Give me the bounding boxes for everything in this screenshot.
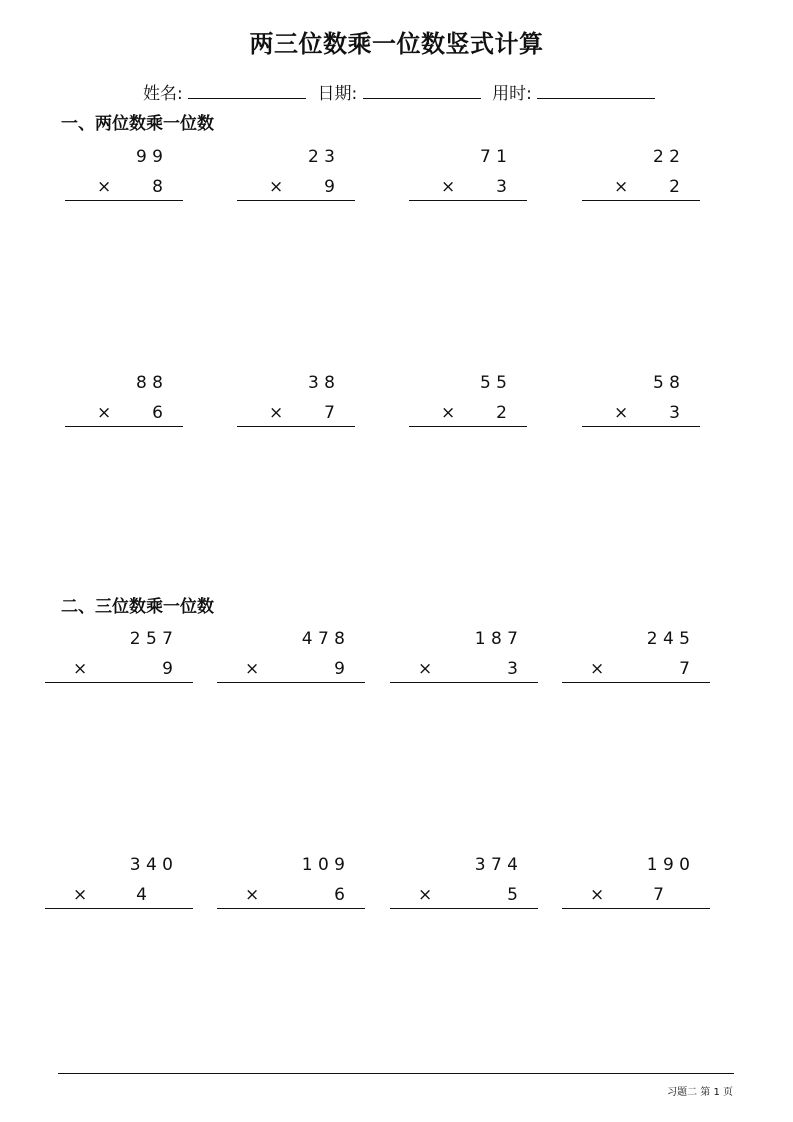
times-sign: × <box>418 885 433 905</box>
multiplier: 9 <box>334 659 345 679</box>
times-sign: × <box>73 659 88 679</box>
multiplicand: 8 8 <box>135 373 163 393</box>
multiplier: 3 <box>496 177 507 197</box>
multiplier: 3 <box>507 659 518 679</box>
multiplicand: 4 7 8 <box>301 629 345 649</box>
times-sign: × <box>614 177 629 197</box>
times-sign: × <box>269 177 284 197</box>
footer-divider <box>58 1073 734 1074</box>
multiplicand: 1 0 9 <box>301 855 345 875</box>
time-label: 用时: <box>492 84 532 104</box>
multiplier: 7 <box>324 403 335 423</box>
date-label: 日期: <box>317 84 358 104</box>
multiplier: 8 <box>152 177 163 197</box>
date-field[interactable] <box>363 84 481 99</box>
page-title: 两三位数乘一位数竖式计算 <box>249 30 544 58</box>
multiplier: 7 <box>653 885 664 905</box>
multiplier: 6 <box>334 885 345 905</box>
times-sign: × <box>269 403 284 423</box>
multiplier: 9 <box>324 177 335 197</box>
section-heading-2: 二、三位数乘一位数 <box>61 597 214 617</box>
info-line <box>143 79 661 104</box>
times-sign: × <box>73 885 88 905</box>
multiplier: 2 <box>496 403 507 423</box>
multiplicand: 2 4 5 <box>646 629 690 649</box>
times-sign: × <box>245 885 260 905</box>
multiplier: 2 <box>669 177 680 197</box>
times-sign: × <box>418 659 433 679</box>
section-heading-1: 一、两位数乘一位数 <box>61 114 214 134</box>
multiplicand: 9 9 <box>135 147 163 167</box>
multiplier: 4 <box>136 885 147 905</box>
multiplier: 6 <box>152 403 163 423</box>
times-sign: × <box>614 403 629 423</box>
multiplicand: 3 4 0 <box>129 855 173 875</box>
multiplier: 7 <box>679 659 690 679</box>
times-sign: × <box>97 177 112 197</box>
multiplicand: 2 3 <box>307 147 335 167</box>
multiplier: 9 <box>162 659 173 679</box>
times-sign: × <box>97 403 112 423</box>
multiplicand: 3 7 4 <box>474 855 518 875</box>
multiplicand: 2 2 <box>652 147 680 167</box>
times-sign: × <box>590 885 605 905</box>
multiplier: 3 <box>669 403 680 423</box>
times-sign: × <box>590 659 605 679</box>
name-label: 姓名: <box>143 84 183 104</box>
multiplicand: 3 8 <box>307 373 335 393</box>
name-field[interactable] <box>188 84 306 99</box>
multiplier: 5 <box>507 885 518 905</box>
multiplicand: 1 9 0 <box>646 855 690 875</box>
multiplicand: 5 8 <box>652 373 680 393</box>
time-field[interactable] <box>537 84 655 99</box>
multiplicand: 5 5 <box>479 373 507 393</box>
times-sign: × <box>441 177 456 197</box>
multiplicand: 2 5 7 <box>129 629 173 649</box>
multiplicand: 7 1 <box>479 147 507 167</box>
times-sign: × <box>245 659 260 679</box>
multiplicand: 1 8 7 <box>474 629 518 649</box>
times-sign: × <box>441 403 456 423</box>
page-footer: 习题二 第 1 页 <box>667 1087 733 1098</box>
